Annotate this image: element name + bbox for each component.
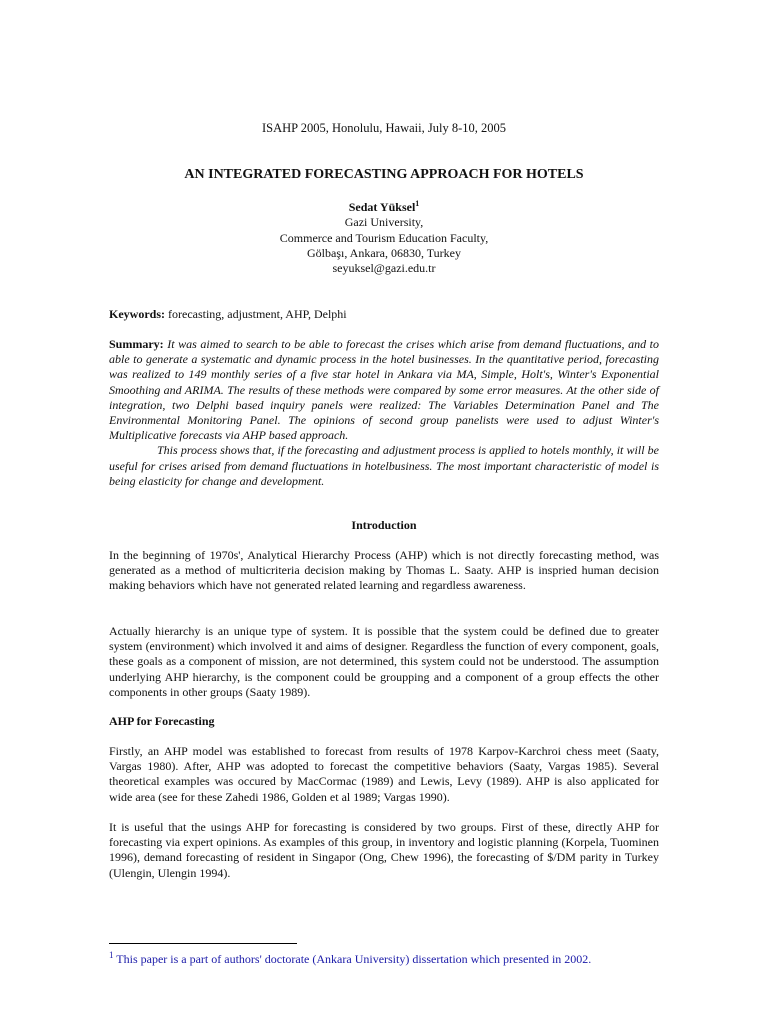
conference-header: ISAHP 2005, Honolulu, Hawaii, July 8-10, 2005: [262, 121, 506, 135]
summary-text-1: It was aimed to search to be able to forecast the crises which arise from demand fluctuations, and to able to generate a systematic and dynamic process in the hotel businesses. In the quantitative period, forecasting was realized to 149 monthly series of a five star hotel in Ankara via MA, Simple, Holt's, Winter's Exponential Smoothing and ARIMA. The results of these methods were compared by some error measures. At the other side of integration, two Delphi based inquiry panels were realized: The Variables Determination Panel and The Environmental Monitoring Panel. The opinions of second group panelists were used to adjust Winter's Multiplicative forecasts via AHP based approach.: [109, 337, 659, 443]
footnote-mark: 1: [109, 950, 114, 960]
ahp-paragraph-1: Firstly, an AHP model was established to forecast from results of 1978 Karpov-Karchroi chess meet (Saaty, Vargas 1980). After, AHP was adopted to forecast the competitive behaviors (Saaty, Vargas 1985). Several theoretical examples was occured by MacCormac (1989) and Lewis, Levy (1989). AHP is also applicated for wide area (see for these Zahedi 1986, Golden et al 1989; Vargas 1990).: [109, 744, 659, 804]
keywords: [109, 307, 659, 322]
ahp-paragraph-2: It is useful that the usings AHP for forecasting is considered by two groups. First of these, directly AHP for forecasting via expert opinions. As examples of this group, in inventory and logistic planning (Korpela, Tuominen 1996), demand forecasting of resident in Singapor (Ong, Chew 1996), the forecasting of $/DM parity in Turkey (Ulengin, Ulengin 1994).: [109, 820, 659, 880]
affiliation-faculty: Commerce and Tourism Education Faculty,: [279, 231, 489, 245]
keywords-label: Keywords:: [109, 307, 165, 321]
footnote: [109, 950, 669, 967]
footnote-divider: [109, 943, 297, 944]
affiliation-address: Gölbaşı, Ankara, 06830, Turkey: [307, 246, 461, 260]
introduction-paragraph-1: In the beginning of 1970s', Analytical Hierarchy Process (AHP) which is not directly forecasting method, was generated as a method of multicriteria decision making by Thomas L. Saaty. AHP is inspried human decision making behaviors which have not generated related learning and regardless awareness.: [109, 548, 659, 593]
introduction-heading: Introduction: [351, 518, 417, 532]
author-name: [0, 199, 768, 215]
summary: [109, 337, 659, 489]
ahp-forecasting-heading: AHP for Forecasting: [109, 714, 215, 728]
summary-paragraph-2: This process shows that, if the forecasting and adjustment process is applied to hotels monthly, it will be useful for crises arised from demand fluctuations in hotelbusiness. The most important characteristic of model is being elasticity for change and development.: [109, 443, 659, 488]
author-name-text: Sedat Yüksel: [348, 200, 416, 214]
affiliation-university: Gazi University,: [344, 215, 424, 229]
summary-paragraph-1: [109, 337, 659, 443]
keywords-text: forecasting, adjustment, AHP, Delphi: [165, 307, 347, 321]
introduction-paragraph-2: Actually hierarchy is an unique type of system. It is possible that the system could be defined due to greater system (environment) which involved it and aims of designer. Regardless the function of every component, goals, these goals as a component of mission, are not determined, this system could not be understood. The assumption underlying AHP hierarchy, is the component could be groupping and a component of a group effects the other components in other groups (Saaty 1989).: [109, 624, 659, 699]
paper-title: AN INTEGRATED FORECASTING APPROACH FOR HOTELS: [184, 167, 584, 182]
summary-label: Summary:: [109, 337, 164, 351]
author-footnote-mark: 1: [415, 199, 420, 208]
affiliation-email: seyuksel@gazi.edu.tr: [332, 261, 436, 275]
footnote-text: This paper is a part of authors' doctorate (Ankara University) dissertation which presented in 2002.: [113, 952, 592, 966]
